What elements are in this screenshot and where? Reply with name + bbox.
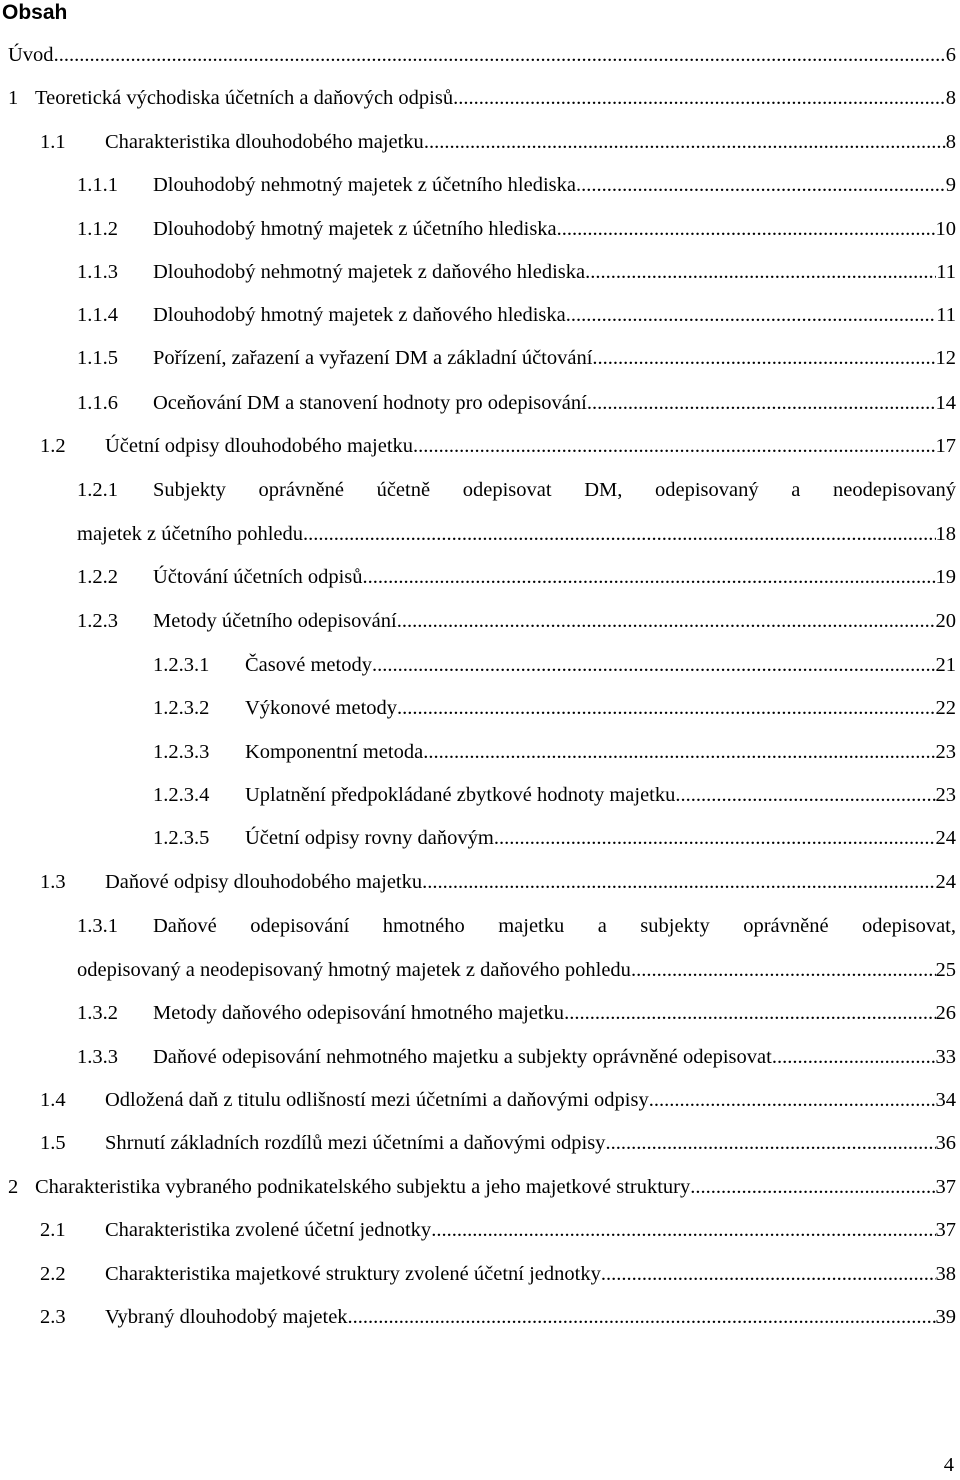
toc-entry-title: Odložená daň z titulu odlišností mezi účetními a daňovými odpisy (105, 1089, 649, 1111)
toc-dot-leader (631, 955, 936, 985)
toc-entry[interactable] (0, 1128, 960, 1158)
toc-entry[interactable] (0, 737, 960, 767)
page-number: 4 (943, 1454, 954, 1476)
toc-entry-number: 1.4 (40, 1089, 66, 1111)
toc-entry-title: Pořízení, zařazení a vyřazení DM a základní účtování (153, 347, 593, 369)
toc-entry[interactable] (0, 300, 960, 330)
toc-entry-title: Dlouhodobý hmotný majetek z účetního hlediska (153, 218, 557, 240)
toc-page-number: 11 (936, 304, 956, 326)
toc-entry[interactable] (0, 606, 960, 636)
toc-page-number: 25 (935, 959, 956, 981)
toc-page-number: 18 (935, 523, 956, 545)
toc-entry[interactable] (0, 343, 960, 373)
toc-entry-title: Subjekty oprávněné účetně odepisovat DM, odepisovaný a neodepisovaný (153, 479, 956, 501)
toc-dot-leader (423, 737, 935, 767)
toc-entry-title: Dlouhodobý nehmotný majetek z účetního hlediska (153, 174, 577, 196)
toc-page-number: 20 (935, 610, 956, 632)
toc-entry-title: Charakteristika dlouhodobého majetku (105, 131, 424, 153)
toc-entry[interactable] (0, 998, 960, 1028)
toc-entry-number: 1.1 (40, 131, 66, 153)
toc-page-number: 38 (935, 1263, 956, 1285)
toc-dot-leader (690, 1172, 935, 1202)
toc-entry-title: Komponentní metoda (245, 741, 424, 763)
toc-entry[interactable] (0, 388, 960, 418)
toc-dot-leader (772, 1042, 936, 1072)
toc-page-number: 9 (945, 174, 956, 196)
toc-page-number: 19 (935, 566, 956, 588)
toc-entry-number: 2 (8, 1176, 19, 1198)
toc-entry-title: Uplatnění předpokládané zbytkové hodnoty majetku (245, 784, 676, 806)
toc-entry-title: Výkonové metody (245, 697, 398, 719)
toc-entry-continuation[interactable] (0, 519, 960, 549)
toc-page-number: 17 (935, 435, 956, 457)
toc-entry-title: Shrnutí základních rozdílů mezi účetními a daňovými odpisy (105, 1132, 606, 1154)
toc-dot-leader (587, 388, 936, 418)
toc-entry[interactable] (0, 1259, 960, 1289)
toc-entry[interactable] (0, 40, 960, 70)
toc-entry-number: 1.1.5 (77, 347, 118, 369)
toc-dot-leader (397, 606, 936, 636)
toc-entry-title: Úvod (8, 44, 54, 66)
toc-dot-leader (557, 214, 936, 244)
toc-entry[interactable] (0, 780, 960, 810)
toc-heading: Obsah (2, 1, 68, 24)
toc-entry[interactable] (0, 1172, 960, 1202)
toc-dot-leader (585, 257, 936, 287)
toc-dot-leader (397, 693, 935, 723)
toc-entry-title: Metody účetního odepisování (153, 610, 397, 632)
toc-dot-leader (494, 823, 936, 853)
toc-dot-leader (363, 562, 936, 592)
toc-entry[interactable] (0, 1042, 960, 1072)
toc-page-number: 39 (935, 1306, 956, 1328)
toc-entry-continuation[interactable] (0, 955, 960, 985)
toc-entry[interactable] (0, 257, 960, 287)
toc-page-number: 11 (936, 261, 956, 283)
toc-dot-leader (422, 867, 935, 897)
toc-entry-number: 2.2 (40, 1263, 66, 1285)
toc-page-number: 8 (945, 87, 956, 109)
toc-entry-number: 1.2.3.2 (153, 697, 210, 719)
toc-page-number: 37 (935, 1176, 956, 1198)
toc-dot-leader (54, 40, 946, 70)
toc-dot-leader (601, 1259, 936, 1289)
toc-entry-number: 1 (8, 87, 19, 109)
toc-entry-number: 1.2.3 (77, 610, 118, 632)
toc-dot-leader (424, 127, 946, 157)
toc-entry-number: 2.1 (40, 1219, 66, 1241)
toc-entry[interactable] (0, 475, 960, 505)
toc-dot-leader (453, 83, 946, 113)
toc-entry-number: 1.2.3.4 (153, 784, 210, 806)
toc-dot-leader (372, 650, 936, 680)
toc-entry-number: 1.2.3.1 (153, 654, 210, 676)
toc-entry[interactable] (0, 127, 960, 157)
toc-entry-number: 1.1.4 (77, 304, 118, 326)
toc-page-number: 36 (935, 1132, 956, 1154)
toc-entry-title: Teoretická východiska účetních a daňových odpisů (35, 87, 454, 109)
toc-entry[interactable] (0, 1302, 960, 1332)
toc-entry-number: 1.2.1 (77, 479, 118, 501)
toc-page-number: 6 (945, 44, 956, 66)
toc-entry-number: 1.1.3 (77, 261, 118, 283)
toc-entry[interactable] (0, 431, 960, 461)
toc-dot-leader (576, 170, 946, 200)
toc-page-number: 22 (935, 697, 956, 719)
toc-page-number: 23 (935, 741, 956, 763)
toc-dot-leader (348, 1302, 936, 1332)
toc-entry-title-continuation: majetek z účetního pohledu (77, 523, 303, 545)
toc-page-number: 26 (935, 1002, 956, 1024)
toc-entry[interactable] (0, 1085, 960, 1115)
toc-entry[interactable] (0, 650, 960, 680)
toc-dot-leader (303, 519, 936, 549)
toc-entry[interactable] (0, 693, 960, 723)
toc-entry-number: 1.1.1 (77, 174, 118, 196)
toc-entry[interactable] (0, 214, 960, 244)
toc-page-number: 33 (935, 1046, 956, 1068)
toc-entry-title: Daňové odepisování hmotného majetku a subjekty oprávněné odepisovat, (153, 915, 956, 937)
toc-entry-number: 1.2.3.5 (153, 827, 210, 849)
toc-entry-number: 1.1.2 (77, 218, 118, 240)
toc-dot-leader (413, 431, 935, 461)
toc-entry-number: 1.1.6 (77, 392, 118, 414)
toc-dot-leader (431, 1215, 935, 1245)
toc-entry-title: Daňové odpisy dlouhodobého majetku (105, 871, 423, 893)
toc-page-number: 8 (945, 131, 956, 153)
toc-entry-title: Dlouhodobý hmotný majetek z daňového hlediska (153, 304, 566, 326)
toc-dot-leader (566, 300, 936, 330)
toc-entry-number: 1.3.2 (77, 1002, 118, 1024)
toc-entry-title: Daňové odepisování nehmotného majetku a subjekty oprávněné odepisovat (153, 1046, 772, 1068)
toc-page-number: 10 (935, 218, 956, 240)
toc-dot-leader (564, 998, 935, 1028)
toc-page-number: 23 (935, 784, 956, 806)
toc-entry-number: 2.3 (40, 1306, 66, 1328)
toc-entry-title: Oceňování DM a stanovení hodnoty pro odepisování (153, 392, 587, 414)
toc-entry-number: 1.2.3.3 (153, 741, 210, 763)
toc-entry-title: Metody daňového odepisování hmotného majetku (153, 1002, 565, 1024)
toc-page-number: 12 (935, 347, 956, 369)
toc-page-number: 21 (935, 654, 956, 676)
toc-entry-title: Charakteristika zvolené účetní jednotky (105, 1219, 432, 1241)
toc-entry-number: 1.5 (40, 1132, 66, 1154)
toc-entry[interactable] (0, 911, 960, 941)
toc-page-number: 14 (935, 392, 956, 414)
toc-entry[interactable] (0, 1215, 960, 1245)
toc-dot-leader (605, 1128, 935, 1158)
toc-dot-leader (675, 780, 935, 810)
toc-entry-title: Účetní odpisy dlouhodobého majetku (105, 435, 414, 457)
toc-dot-leader (649, 1085, 936, 1115)
toc-entry-title: Časové metody (245, 654, 372, 676)
toc-entry[interactable] (0, 823, 960, 853)
toc-page-number: 34 (935, 1089, 956, 1111)
toc-dot-leader (592, 343, 935, 373)
toc-entry-title: Charakteristika majetkové struktury zvolené účetní jednotky (105, 1263, 601, 1285)
toc-entry[interactable] (0, 562, 960, 592)
toc-entry[interactable] (0, 83, 960, 113)
toc-entry-number: 1.2.2 (77, 566, 118, 588)
toc-entry-title: Charakteristika vybraného podnikatelského subjektu a jeho majetkové struktury (35, 1176, 691, 1198)
toc-entry-number: 1.3.1 (77, 915, 118, 937)
toc-entry-number: 1.2 (40, 435, 66, 457)
toc-page-number: 24 (935, 827, 956, 849)
toc-entry-title: Účtování účetních odpisů (153, 566, 363, 588)
toc-entry-title: Účetní odpisy rovny daňovým (245, 827, 494, 849)
toc-entry-title: Dlouhodobý nehmotný majetek z daňového hlediska (153, 261, 586, 283)
toc-page-number: 24 (935, 871, 956, 893)
toc-page-number: 37 (935, 1219, 956, 1241)
toc-entry[interactable] (0, 867, 960, 897)
toc-entry-number: 1.3.3 (77, 1046, 118, 1068)
toc-entry[interactable] (0, 170, 960, 200)
toc-entry-title: Vybraný dlouhodobý majetek (105, 1306, 348, 1328)
toc-entry-title-continuation: odepisovaný a neodepisovaný hmotný majetek z daňového pohledu (77, 959, 631, 981)
toc-entry-number: 1.3 (40, 871, 66, 893)
